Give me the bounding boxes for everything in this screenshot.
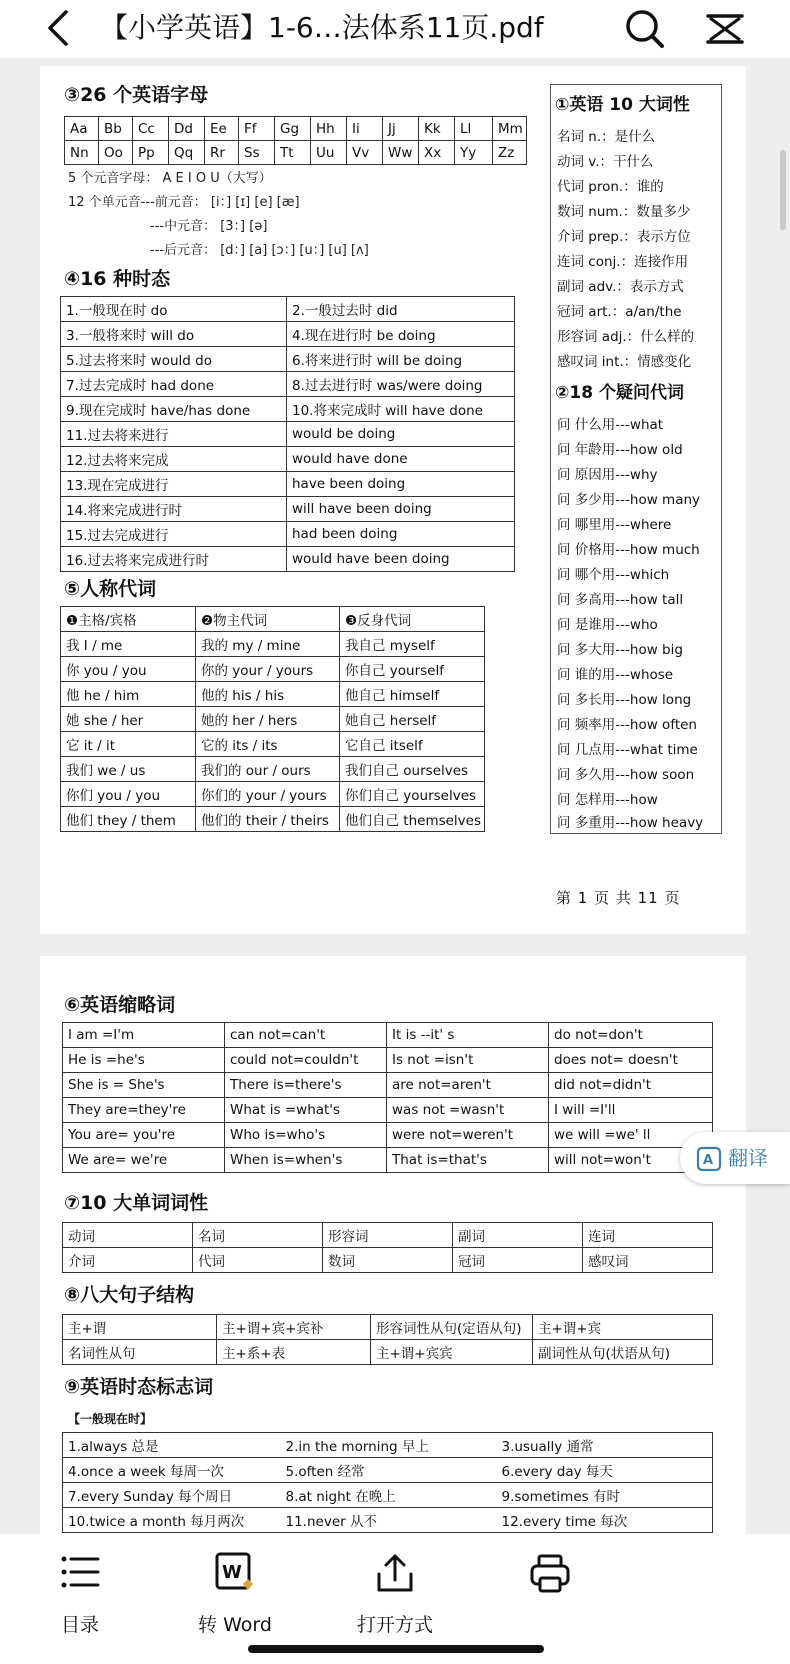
alphabet-row xyxy=(65,117,527,141)
table-cell: does not= doesn't xyxy=(549,1048,713,1073)
table-cell: 名词 xyxy=(193,1223,323,1248)
table-cell: 她的 her / hers xyxy=(196,707,340,732)
table-cell: 7.every Sunday 每个周日 xyxy=(63,1483,281,1508)
table-row xyxy=(63,1023,713,1048)
list-item: 问 多大用---how big xyxy=(557,642,683,658)
table-cell: 数词 xyxy=(323,1248,453,1273)
table-cell: You are= you're xyxy=(63,1123,225,1148)
letter-cell: Bb xyxy=(99,117,133,141)
list-item: 问 哪个用---which xyxy=(557,567,670,583)
section-title-question-words: ②18 个疑问代词 xyxy=(555,383,684,403)
list-item: 感叹词 int.：情感变化 xyxy=(557,354,692,370)
translate-label: 翻译 xyxy=(728,1146,768,1170)
table-cell: 3.usually 通常 xyxy=(497,1433,713,1458)
table-row xyxy=(63,1483,713,1508)
open-with-label: 打开方式 xyxy=(356,1614,433,1636)
table-cell: 我们自己 ourselves xyxy=(340,757,485,782)
tenses-table xyxy=(60,296,515,572)
table-cell: 他们自己 themselves xyxy=(340,807,485,832)
table-cell: 8.过去进行时 was/were doing xyxy=(287,372,515,397)
list-item: 问 多少用---how many xyxy=(557,492,701,508)
table-cell: 主+谓+宾+宾补 xyxy=(217,1315,371,1340)
table-cell: 15.过去完成进行 xyxy=(61,522,287,547)
translate-icon xyxy=(696,1146,722,1172)
section-title-parts-of-speech: ①英语 10 大词性 xyxy=(555,95,690,115)
table-cell: 形容词 xyxy=(323,1223,453,1248)
share-icon xyxy=(373,1552,417,1596)
table-cell: 11.never 从不 xyxy=(281,1508,497,1533)
list-item: 冠词 art.：a/an/the xyxy=(557,304,682,320)
contractions-table xyxy=(62,1022,713,1173)
alphabet-row xyxy=(65,141,527,165)
list-item: 问 多久用---how soon xyxy=(557,767,695,783)
table-row xyxy=(61,732,485,757)
list-item: 问 怎样用---how xyxy=(557,792,658,808)
table-cell: When is=when's xyxy=(225,1148,387,1173)
table-cell: 6.every day 每天 xyxy=(497,1458,713,1483)
table-row xyxy=(61,522,515,547)
letter-cell: Dd xyxy=(169,117,205,141)
search-button[interactable] xyxy=(620,6,670,52)
table-row xyxy=(61,322,515,347)
table-cell: 他自己 himself xyxy=(340,682,485,707)
section-title-contractions: ⑥英语缩略词 xyxy=(64,994,176,1016)
letter-cell: Zz xyxy=(493,141,527,165)
table-row xyxy=(63,1315,713,1340)
table-cell: 你自己 yourself xyxy=(340,657,485,682)
list-icon xyxy=(58,1552,102,1592)
list-item: 副词 adv.：表示方式 xyxy=(557,279,684,295)
table-cell: 他们 they / them xyxy=(61,807,196,832)
table-cell: 我们 we / us xyxy=(61,757,196,782)
table-row xyxy=(63,1458,713,1483)
list-item: 数词 num.：数量多少 xyxy=(557,204,691,220)
translate-button[interactable] xyxy=(680,1132,790,1184)
table-row xyxy=(63,1048,713,1073)
table-row xyxy=(61,757,485,782)
list-item: 问 谁的用---whose xyxy=(557,667,674,683)
list-item: 连词 conj.：连接作用 xyxy=(557,254,689,270)
letter-cell: Qq xyxy=(169,141,205,165)
section-title-letters: ③26 个英语字母 xyxy=(64,84,209,106)
catalog-button[interactable] xyxy=(20,1544,140,1654)
table-cell: 感叹词 xyxy=(583,1248,713,1273)
catalog-label: 目录 xyxy=(60,1614,99,1636)
table-cell: They are=they're xyxy=(63,1098,225,1123)
table-cell: would have been doing xyxy=(287,547,515,572)
letter-cell: Kk xyxy=(419,117,455,141)
list-item: 代词 pron.：谁的 xyxy=(557,179,664,195)
table-row xyxy=(61,297,515,322)
list-item: 问 年龄用---how old xyxy=(557,442,683,458)
table-cell: 16.过去将来完成进行时 xyxy=(61,547,287,572)
table-row xyxy=(61,347,515,372)
vowels-line: 5 个元音字母： A E I O U（大写） xyxy=(68,171,272,186)
list-item: 形容词 adj.：什么样的 xyxy=(557,329,695,345)
svg-text:A: A xyxy=(703,1153,714,1168)
mid-vowels-line: ---中元音： [3：] [ə] xyxy=(150,219,268,234)
letter-cell: Oo xyxy=(99,141,133,165)
table-row xyxy=(61,422,515,447)
table-cell: It is --it' s xyxy=(387,1023,549,1048)
table-cell: 主+谓+宾 xyxy=(533,1315,713,1340)
table-cell: 它自己 itself xyxy=(340,732,485,757)
table-cell: 主+谓+宾宾 xyxy=(371,1340,533,1365)
table-header-cell: ❷物主代词 xyxy=(196,607,340,632)
table-row xyxy=(63,1148,713,1173)
table-cell: 她自己 herself xyxy=(340,707,485,732)
table-cell: 3.一般将来时 will do xyxy=(61,322,287,347)
table-cell: 他们的 their / theirs xyxy=(196,807,340,832)
table-cell: 连词 xyxy=(583,1223,713,1248)
table-cell: 我自己 myself xyxy=(340,632,485,657)
table-cell: He is =he's xyxy=(63,1048,225,1073)
table-row xyxy=(63,1508,713,1533)
table-cell: 副词 xyxy=(453,1223,583,1248)
table-row xyxy=(61,547,515,572)
svg-text:W: W xyxy=(222,1562,242,1583)
letter-cell: Mm xyxy=(493,117,527,141)
table-row xyxy=(63,1340,713,1365)
section-title-sentence-structures: ⑧八大句子结构 xyxy=(64,1284,195,1306)
table-row xyxy=(61,397,515,422)
table-cell: are not=aren't xyxy=(387,1073,549,1098)
table-cell: 你的 your / yours xyxy=(196,657,340,682)
table-cell: 介词 xyxy=(63,1248,193,1273)
pdf-page-1 xyxy=(40,66,746,934)
document-title: 【小学英语】1-6…法体系11页.pdf xyxy=(100,11,544,44)
table-header-cell: ❶主格/宾格 xyxy=(61,607,196,632)
letter-cell: Uu xyxy=(311,141,347,165)
letter-cell: Hh xyxy=(311,117,347,141)
table-cell: 它的 its / its xyxy=(196,732,340,757)
table-cell: 9.现在完成时 have/has done xyxy=(61,397,287,422)
table-cell: I will =I'll xyxy=(549,1098,713,1123)
table-row xyxy=(61,657,485,682)
table-cell: we will =we' ll xyxy=(549,1123,713,1148)
letter-cell: Cc xyxy=(133,117,169,141)
list-item: 问 多长用---how long xyxy=(557,692,692,708)
printer-icon xyxy=(528,1552,572,1596)
table-cell: 形容词性从句(定语从句) xyxy=(371,1315,533,1340)
table-cell: 你们 you / you xyxy=(61,782,196,807)
table-cell: 名词性从句 xyxy=(63,1340,217,1365)
list-item: 名词 n.：是什么 xyxy=(557,129,656,145)
table-cell: There is=there's xyxy=(225,1073,387,1098)
word-icon xyxy=(213,1552,257,1596)
search-icon xyxy=(620,6,670,52)
list-item: 问 多重用---how heavy xyxy=(557,815,704,831)
section-title-tense-signals: ⑨英语时态标志词 xyxy=(64,1376,214,1398)
table-cell: have been doing xyxy=(287,472,515,497)
list-item: 问 几点用---what time xyxy=(557,742,698,758)
section-title-pronouns: ⑤人称代词 xyxy=(64,578,157,600)
table-cell: 5.过去将来时 would do xyxy=(61,347,287,372)
table-cell: Is not =isn't xyxy=(387,1048,549,1073)
word-classes-table xyxy=(62,1222,713,1273)
table-row xyxy=(61,607,485,632)
scrollbar[interactable] xyxy=(780,150,786,230)
table-cell: 13.现在完成进行 xyxy=(61,472,287,497)
list-item: 问 频率用---how often xyxy=(557,717,697,733)
table-cell: 主+系+表 xyxy=(217,1340,371,1365)
table-cell: 2.一般过去时 did xyxy=(287,297,515,322)
table-cell: I am =I'm xyxy=(63,1023,225,1048)
table-cell: 他 he / him xyxy=(61,682,196,707)
table-cell: 它 it / it xyxy=(61,732,196,757)
tense-signals-table xyxy=(62,1432,713,1533)
table-cell: 副词性从句(状语从句) xyxy=(533,1340,713,1365)
letter-cell: Gg xyxy=(275,117,311,141)
table-cell: 你 you / you xyxy=(61,657,196,682)
table-cell: 1.一般现在时 do xyxy=(61,297,287,322)
letter-cell: Tt xyxy=(275,141,311,165)
table-row xyxy=(63,1098,713,1123)
table-row xyxy=(61,682,485,707)
table-cell: had been doing xyxy=(287,522,515,547)
table-cell: 你们自己 yourselves xyxy=(340,782,485,807)
table-cell: 10.twice a month 每月两次 xyxy=(63,1508,281,1533)
letter-cell: Ss xyxy=(239,141,275,165)
table-cell: She is = She's xyxy=(63,1073,225,1098)
table-cell: 9.sometimes 有时 xyxy=(497,1483,713,1508)
list-item: 问 什么用---what xyxy=(557,417,664,433)
top-bar xyxy=(0,0,790,58)
home-indicator[interactable] xyxy=(248,1645,544,1653)
letter-cell: Rr xyxy=(205,141,239,165)
table-cell: 4.once a week 每周一次 xyxy=(63,1458,281,1483)
table-cell: 5.often 经常 xyxy=(281,1458,497,1483)
back-button[interactable] xyxy=(38,6,82,50)
table-cell: 12.过去将来完成 xyxy=(61,447,287,472)
table-cell: would be doing xyxy=(287,422,515,447)
table-cell: 14.将来完成进行时 xyxy=(61,497,287,522)
list-item: 问 是谁用---who xyxy=(557,617,658,633)
table-cell: 4.现在进行时 be doing xyxy=(287,322,515,347)
table-cell: would have done xyxy=(287,447,515,472)
letter-cell: Ii xyxy=(347,117,383,141)
table-row xyxy=(61,447,515,472)
page-number: 第 1 页 共 11 页 xyxy=(556,889,681,907)
table-cell: That is=that's xyxy=(387,1148,549,1173)
menu-icon xyxy=(700,6,750,52)
list-item: 动词 v.：干什么 xyxy=(557,154,654,170)
letter-cell: Jj xyxy=(383,117,419,141)
letter-cell: Xx xyxy=(419,141,455,165)
letter-cell: Aa xyxy=(65,117,99,141)
table-cell: 6.将来进行时 will be doing xyxy=(287,347,515,372)
front-vowels-line: 12 个单元音---前元音： [i：] [ɪ] [e] [æ] xyxy=(68,195,300,210)
table-cell: 你们的 your / yours xyxy=(196,782,340,807)
sentence-structures-table xyxy=(62,1314,713,1365)
table-row xyxy=(61,707,485,732)
letter-cell: Ll xyxy=(455,117,493,141)
table-cell: 11.过去将来进行 xyxy=(61,422,287,447)
table-cell: will not=won't xyxy=(549,1148,713,1173)
table-cell: 7.过去完成时 had done xyxy=(61,372,287,397)
list-item: 问 价格用---how much xyxy=(557,542,700,558)
table-row xyxy=(61,782,485,807)
pdf-page-2 xyxy=(40,956,746,1536)
letter-cell: Vv xyxy=(347,141,383,165)
letter-cell: Ww xyxy=(383,141,419,165)
menu-button[interactable] xyxy=(700,6,750,52)
table-row xyxy=(63,1433,713,1458)
list-item: 问 哪里用---where xyxy=(557,517,672,533)
table-cell: 12.every time 每次 xyxy=(497,1508,713,1533)
table-cell: 1.always 总是 xyxy=(63,1433,281,1458)
table-cell: 她 she / her xyxy=(61,707,196,732)
table-cell: 他的 his / his xyxy=(196,682,340,707)
to-word-label: 转 Word xyxy=(198,1614,272,1636)
table-cell: 代词 xyxy=(193,1248,323,1273)
table-cell: did not=didn't xyxy=(549,1073,713,1098)
section-title-tenses: ④16 种时态 xyxy=(64,268,171,290)
table-cell: 8.at night 在晚上 xyxy=(281,1483,497,1508)
back-icon xyxy=(38,6,82,50)
table-header-cell: ❸反身代词 xyxy=(340,607,485,632)
table-row xyxy=(61,497,515,522)
letter-cell: Yy xyxy=(455,141,493,165)
table-cell: We are= we're xyxy=(63,1148,225,1173)
subheading-present-simple: 【一般现在时】 xyxy=(68,1412,153,1426)
list-item: 问 多高用---how tall xyxy=(557,592,684,608)
table-cell: 10.将来完成时 will have done xyxy=(287,397,515,422)
letter-cell: Nn xyxy=(65,141,99,165)
letter-cell: Ee xyxy=(205,117,239,141)
table-row xyxy=(63,1248,713,1273)
table-cell: 我的 my / mine xyxy=(196,632,340,657)
table-cell: 2.in the morning 早上 xyxy=(281,1433,497,1458)
open-with-button[interactable] xyxy=(330,1544,460,1654)
table-row xyxy=(61,807,485,832)
side-panel xyxy=(550,84,722,834)
table-cell: 我 I / me xyxy=(61,632,196,657)
table-cell: 动词 xyxy=(63,1223,193,1248)
letter-cell: Ff xyxy=(239,117,275,141)
table-cell: What is =what's xyxy=(225,1098,387,1123)
print-button[interactable] xyxy=(490,1544,610,1654)
table-cell: 冠词 xyxy=(453,1248,583,1273)
section-title-word-classes: ⑦10 大单词词性 xyxy=(64,1192,209,1214)
table-cell: were not=weren't xyxy=(387,1123,549,1148)
list-item: 介词 prep.：表示方位 xyxy=(557,229,691,245)
table-cell: Who is=who's xyxy=(225,1123,387,1148)
table-cell: could not=couldn't xyxy=(225,1048,387,1073)
table-cell: do not=don't xyxy=(549,1023,713,1048)
pronouns-table xyxy=(60,606,485,832)
table-cell: 主+谓 xyxy=(63,1315,217,1340)
table-row xyxy=(61,632,485,657)
to-word-button[interactable] xyxy=(170,1544,300,1654)
alphabet-table xyxy=(64,116,527,165)
table-cell: 我们的 our / ours xyxy=(196,757,340,782)
table-cell: was not =wasn't xyxy=(387,1098,549,1123)
letter-cell: Pp xyxy=(133,141,169,165)
list-item: 问 原因用---why xyxy=(557,467,658,483)
table-row xyxy=(61,472,515,497)
table-cell: will have been doing xyxy=(287,497,515,522)
table-row xyxy=(63,1073,713,1098)
table-cell: can not=can't xyxy=(225,1023,387,1048)
back-vowels-line: ---后元音： [d：] [a] [ɔ：] [u：] [u] [ʌ] xyxy=(150,243,369,258)
table-row xyxy=(61,372,515,397)
table-row xyxy=(63,1223,713,1248)
table-row xyxy=(63,1123,713,1148)
